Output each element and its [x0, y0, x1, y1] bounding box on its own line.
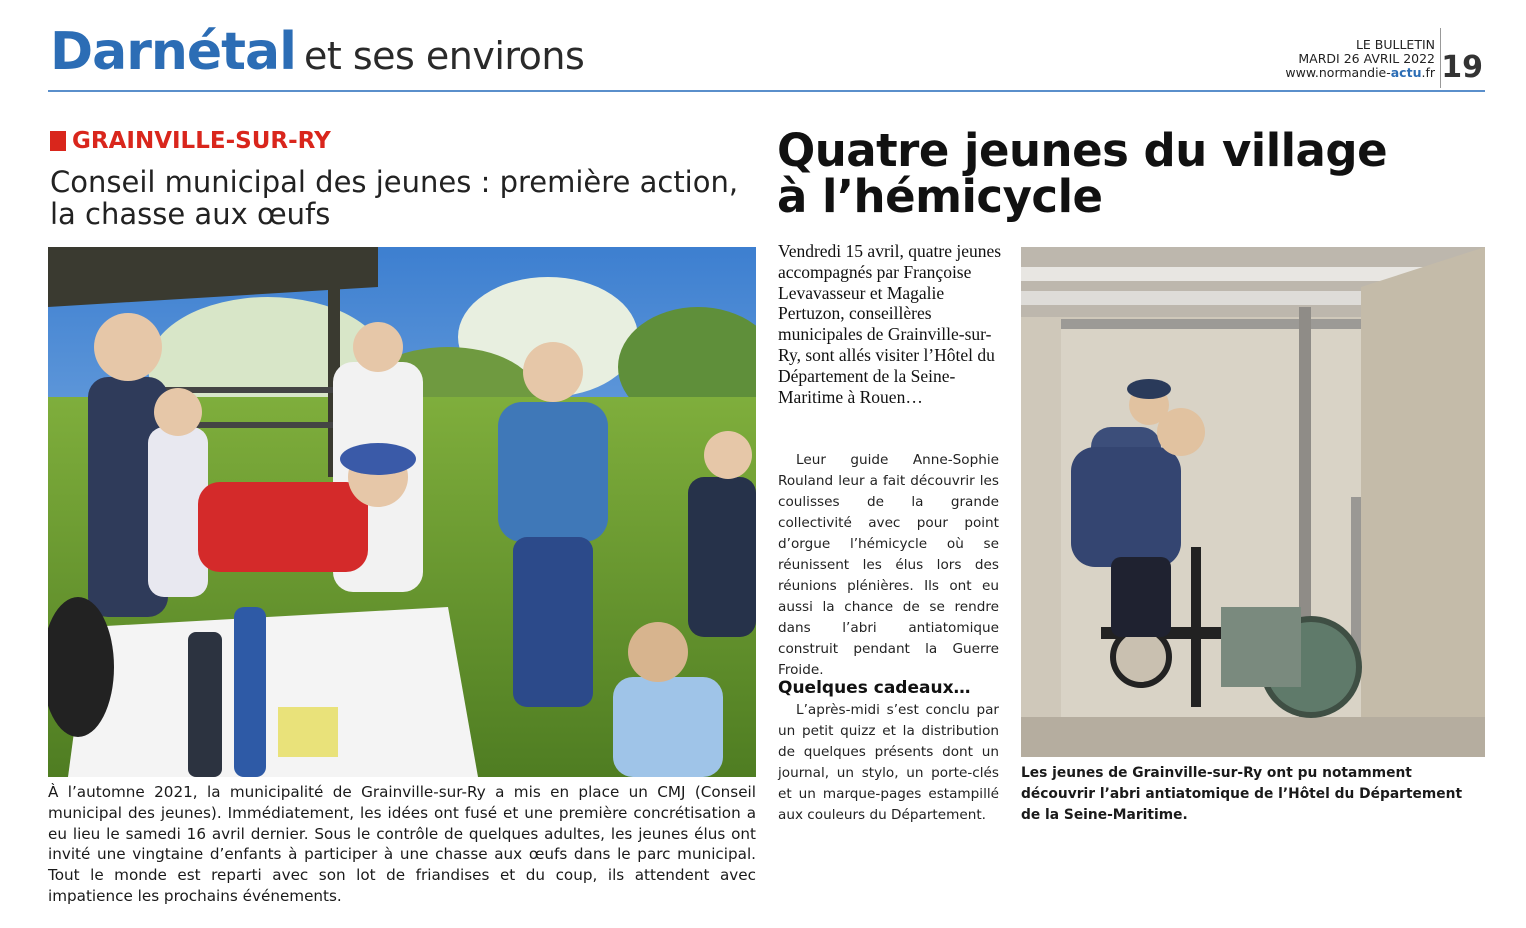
left-article-headline [50, 166, 750, 230]
kicker-square-icon [50, 131, 66, 151]
bunker-photo-illustration [1021, 247, 1485, 757]
url-accent: actu [1390, 65, 1422, 80]
left-headline-line-2: la chasse aux œufs [50, 197, 331, 231]
egg-hunt-photo-illustration [48, 247, 756, 777]
right-headline-line-1: Quatre jeunes du village [777, 124, 1388, 177]
bunker-photo [1021, 247, 1485, 757]
right-headline-line-2: à l’hémicycle [777, 170, 1103, 223]
right-article-lead: Vendredi 15 avril, quatre jeunes accompagnés par Françoise Levavasseur et Magalie Pertuzon, conseillères municipales de Grainville-sur-Ry, sont allés visiter l’Hôtel du Département de la Seine-Maritime à Rouen… [778, 241, 1002, 407]
page-number: 19 [1441, 50, 1483, 85]
url-prefix: www.normandie- [1285, 65, 1391, 80]
publication-url[interactable] [1285, 66, 1435, 80]
right-article-body-2: L’après-midi s’est conclu par un petit quizz et la distribution de quelques présents dont un journal, un stylo, un porte-clés et un marque-pages estampillé aux couleurs du Département. [778, 702, 999, 823]
url-suffix: .fr [1421, 65, 1435, 80]
right-article-headline [777, 124, 1487, 223]
left-headline-line-1: Conseil municipal des jeunes : première action, [50, 165, 739, 199]
right-article-caption: Les jeunes de Grainville-sur-Ry ont pu notamment découvrir l’abri antiatomique de l’Hôtel du Département de la Seine-Maritime. [1021, 765, 1463, 823]
left-article-caption: À l’automne 2021, la municipalité de Grainville-sur-Ry a mis en place un CMJ (Conseil municipal des jeunes). Immédiatement, les idées ont fusé et une première concrétisation a eu lieu le samedi 16 avril dernier. Sous le contrôle de quelques adultes, les jeunes élus ont invité une vingtaine d’enfants à participer à une chasse aux œufs dans le parc municipal. Tout le monde est reparti avec son lot de friandises et du coup, ils attendent avec impatience les prochains événements. [48, 783, 756, 905]
section-city: Darnétal [50, 22, 296, 82]
section-subtitle: et ses environs [303, 34, 585, 78]
masthead-title [50, 22, 584, 82]
publication-name: LE BULLETIN [1355, 37, 1435, 52]
right-article-subhead: Quelques cadeaux… [778, 678, 971, 698]
masthead [48, 20, 1485, 92]
kicker-label: GRAINVILLE-SUR-RY [72, 128, 331, 154]
publication-info [1285, 38, 1435, 80]
right-article-body-1: Leur guide Anne-Sophie Rouland leur a fait découvrir les coulisses de la grande collectivité avec pour point d’orgue l’hémicycle où se réunissent les élus lors des réunions plénières. Ils ont eu aussi la chance de se rendre dans l’abri antiatomique construit pendant la Guerre Froide. [778, 452, 999, 678]
masthead-rule [48, 90, 1485, 92]
egg-hunt-photo [48, 247, 756, 777]
article-kicker [50, 128, 331, 154]
publication-date: MARDI 26 AVRIL 2022 [1298, 51, 1435, 66]
